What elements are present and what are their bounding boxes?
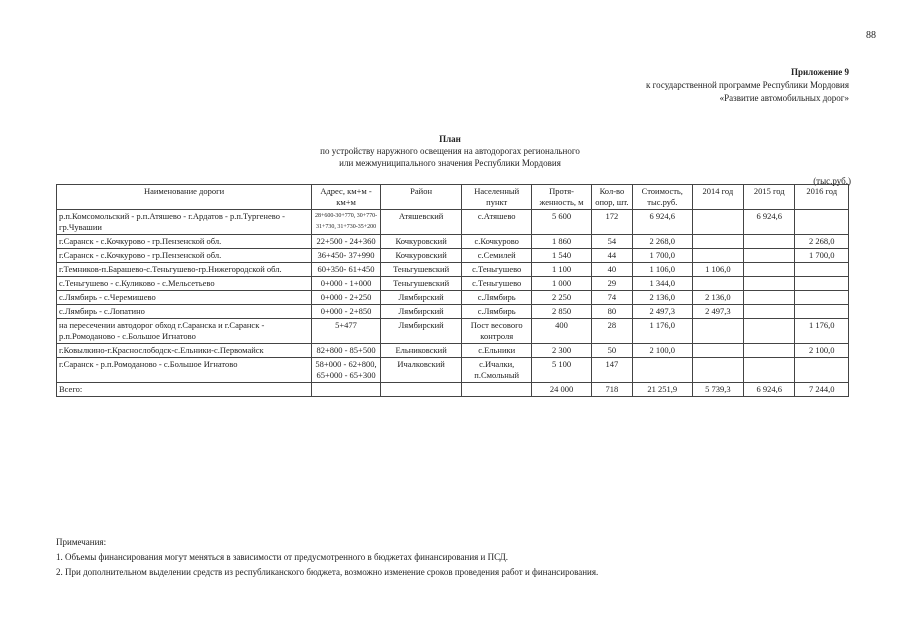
cell-poles: 29	[591, 277, 632, 291]
cell-2015	[744, 319, 795, 344]
cell-address: 5+477	[312, 319, 381, 344]
units-label: (тыс.руб.)	[813, 176, 851, 186]
cell-locality: с.Теньгушево	[462, 263, 532, 277]
header-2014: 2014 год	[692, 185, 743, 210]
cell-cost: 2 100,0	[632, 344, 692, 358]
cell-2015	[744, 305, 795, 319]
plan-table	[56, 184, 849, 397]
cell-road-name: на пересечении автодорог обход г.Саранска и г.Саранск - р.п.Ромоданово - с.Большое Игнатово	[57, 319, 312, 344]
cell-cost: 2 268,0	[632, 235, 692, 249]
header-locality: Населенный пункт	[462, 185, 532, 210]
cell-poles: 147	[591, 358, 632, 383]
cell-2015	[744, 249, 795, 263]
table-row	[57, 291, 849, 305]
table-row	[57, 277, 849, 291]
cell-road-name: г.Саранск - с.Кочкурово - гр.Пензенской обл.	[57, 249, 312, 263]
appendix-line-2: «Развитие автомобильных дорог»	[719, 93, 849, 103]
cell-2014	[692, 358, 743, 383]
cell-locality: с.Ельники	[462, 344, 532, 358]
cell-cost: 1 176,0	[632, 319, 692, 344]
note-2: 2. При дополнительном выделении средств из республиканского бюджета, возможно изменение сроков проведения работ и финансирования.	[56, 567, 599, 577]
table-header-row	[57, 185, 849, 210]
cell-address: 0+000 - 2+250	[312, 291, 381, 305]
cell-length: 2 250	[532, 291, 592, 305]
cell-2016	[795, 263, 849, 277]
cell-2015	[744, 344, 795, 358]
plan-line-1: по устройству наружного освещения на автодорогах регионального	[320, 146, 580, 156]
cell-2015	[744, 263, 795, 277]
cell-address: 82+800 - 85+500	[312, 344, 381, 358]
total-2014: 5 739,3	[692, 383, 743, 397]
cell-district: Лямбирский	[380, 291, 461, 305]
table-row	[57, 319, 849, 344]
cell-2016	[795, 291, 849, 305]
total-empty	[462, 383, 532, 397]
cell-cost: 1 106,0	[632, 263, 692, 277]
cell-district: Ельниковский	[380, 344, 461, 358]
cell-length: 1 860	[532, 235, 592, 249]
table-row	[57, 263, 849, 277]
cell-locality: с.Лямбирь	[462, 291, 532, 305]
cell-2015	[744, 235, 795, 249]
cell-2016: 1 700,0	[795, 249, 849, 263]
cell-cost: 1 344,0	[632, 277, 692, 291]
cell-road-name: с.Теньгушево - с.Куликово - с.Мельсетьево	[57, 277, 312, 291]
cell-2014: 2 136,0	[692, 291, 743, 305]
plan-title	[250, 133, 650, 169]
total-poles: 718	[591, 383, 632, 397]
table-row	[57, 249, 849, 263]
cell-2014	[692, 319, 743, 344]
cell-poles: 172	[591, 210, 632, 235]
total-2015: 6 924,6	[744, 383, 795, 397]
appendix-title: Приложение 9	[790, 67, 849, 77]
cell-locality: с.Теньгушево	[462, 277, 532, 291]
cell-2014	[692, 235, 743, 249]
cell-road-name: г.Ковылкино-г.Краснослободск-с.Ельники-с.Первомайск	[57, 344, 312, 358]
cell-road-name: г.Саранск - с.Кочкурово - гр.Пензенской обл.	[57, 235, 312, 249]
table-row	[57, 344, 849, 358]
page-number: 88	[866, 30, 876, 41]
cell-2014: 1 106,0	[692, 263, 743, 277]
cell-length: 5 600	[532, 210, 592, 235]
cell-length: 2 850	[532, 305, 592, 319]
cell-2014	[692, 277, 743, 291]
cell-locality: с.Семилей	[462, 249, 532, 263]
cell-2015	[744, 277, 795, 291]
cell-road-name: г.Саранск - р.п.Ромоданово - с.Большое Игнатово	[57, 358, 312, 383]
notes-title: Примечания:	[56, 537, 107, 547]
plan-heading: План	[439, 134, 461, 144]
total-cost: 21 251,9	[632, 383, 692, 397]
cell-district: Кочкуровский	[380, 235, 461, 249]
cell-poles: 44	[591, 249, 632, 263]
cell-2016: 2 268,0	[795, 235, 849, 249]
cell-road-name: с.Лямбирь - с.Лопатино	[57, 305, 312, 319]
cell-2015	[744, 291, 795, 305]
cell-cost: 2 497,3	[632, 305, 692, 319]
cell-district: Кочкуровский	[380, 249, 461, 263]
header-address: Адрес, км+м - км+м	[312, 185, 381, 210]
cell-address: 60+350- 61+450	[312, 263, 381, 277]
cell-address: 22+500 - 24+360	[312, 235, 381, 249]
header-2015: 2015 год	[744, 185, 795, 210]
total-label: Всего:	[57, 383, 312, 397]
cell-cost: 2 136,0	[632, 291, 692, 305]
cell-district: Лямбирский	[380, 305, 461, 319]
cell-address: 28+600-30+770, 30+770-31+730, 31+730-35+200	[312, 210, 381, 235]
cell-length: 1 100	[532, 263, 592, 277]
total-row	[57, 383, 849, 397]
cell-district: Теньгушевский	[380, 277, 461, 291]
cell-road-name: г.Темников-п.Барашево-с.Теньгушево-гр.Нижегородской обл.	[57, 263, 312, 277]
cell-2014	[692, 249, 743, 263]
cell-address: 58+000 - 62+800, 65+000 - 65+300	[312, 358, 381, 383]
cell-locality: с.Кочкурово	[462, 235, 532, 249]
cell-2016	[795, 305, 849, 319]
cell-locality: с.Ичалки, п.Смольный	[462, 358, 532, 383]
cell-road-name: с.Лямбирь - с.Черемишево	[57, 291, 312, 305]
cell-2016	[795, 210, 849, 235]
cell-district: Теньгушевский	[380, 263, 461, 277]
total-empty	[380, 383, 461, 397]
cell-length: 1 540	[532, 249, 592, 263]
cell-2016: 2 100,0	[795, 344, 849, 358]
cell-2016: 1 176,0	[795, 319, 849, 344]
cell-2014	[692, 344, 743, 358]
table-row	[57, 305, 849, 319]
cell-2014	[692, 210, 743, 235]
cell-locality: с.Атяшево	[462, 210, 532, 235]
cell-length: 400	[532, 319, 592, 344]
note-1: 1. Объемы финансирования могут меняться в зависимости от предусмотренного в бюджетах финансирования и ПСД.	[56, 552, 509, 562]
cell-cost: 6 924,6	[632, 210, 692, 235]
cell-2016	[795, 358, 849, 383]
appendix-line-1: к государственной программе Республики Мордовия	[646, 80, 849, 90]
cell-2014: 2 497,3	[692, 305, 743, 319]
cell-locality: Пост весового контроля	[462, 319, 532, 344]
cell-poles: 74	[591, 291, 632, 305]
cell-2015	[744, 358, 795, 383]
cell-address: 0+000 - 1+000	[312, 277, 381, 291]
cell-2016	[795, 277, 849, 291]
table-row	[57, 235, 849, 249]
cell-road-name: р.п.Комсомольский - р.п.Атяшево - г.Ардатов - р.п.Тургенево - гр.Чувашии	[57, 210, 312, 235]
header-length: Протя-женность, м	[532, 185, 592, 210]
cell-district: Ичалковский	[380, 358, 461, 383]
cell-address: 0+000 - 2+850	[312, 305, 381, 319]
header-district: Район	[380, 185, 461, 210]
cell-poles: 40	[591, 263, 632, 277]
header-poles: Кол-во опор, шт.	[591, 185, 632, 210]
cell-poles: 50	[591, 344, 632, 358]
cell-address: 36+450- 37+990	[312, 249, 381, 263]
cell-length: 2 300	[532, 344, 592, 358]
cell-poles: 28	[591, 319, 632, 344]
appendix-block	[646, 66, 849, 105]
cell-length: 1 000	[532, 277, 592, 291]
total-2016: 7 244,0	[795, 383, 849, 397]
cell-poles: 54	[591, 235, 632, 249]
cell-poles: 80	[591, 305, 632, 319]
cell-length: 5 100	[532, 358, 592, 383]
total-length: 24 000	[532, 383, 592, 397]
cell-2015: 6 924,6	[744, 210, 795, 235]
header-2016: 2016 год	[795, 185, 849, 210]
cell-district: Атяшевский	[380, 210, 461, 235]
total-empty	[312, 383, 381, 397]
cell-cost: 1 700,0	[632, 249, 692, 263]
cell-locality: с.Лямбирь	[462, 305, 532, 319]
notes-block	[56, 535, 598, 580]
header-cost: Стоимость, тыс.руб.	[632, 185, 692, 210]
cell-cost	[632, 358, 692, 383]
table-row	[57, 210, 849, 235]
header-name: Наименование дороги	[57, 185, 312, 210]
cell-district: Лямбирский	[380, 319, 461, 344]
table-row	[57, 358, 849, 383]
plan-line-2: или межмуниципального значения Республики Мордовия	[339, 158, 561, 168]
